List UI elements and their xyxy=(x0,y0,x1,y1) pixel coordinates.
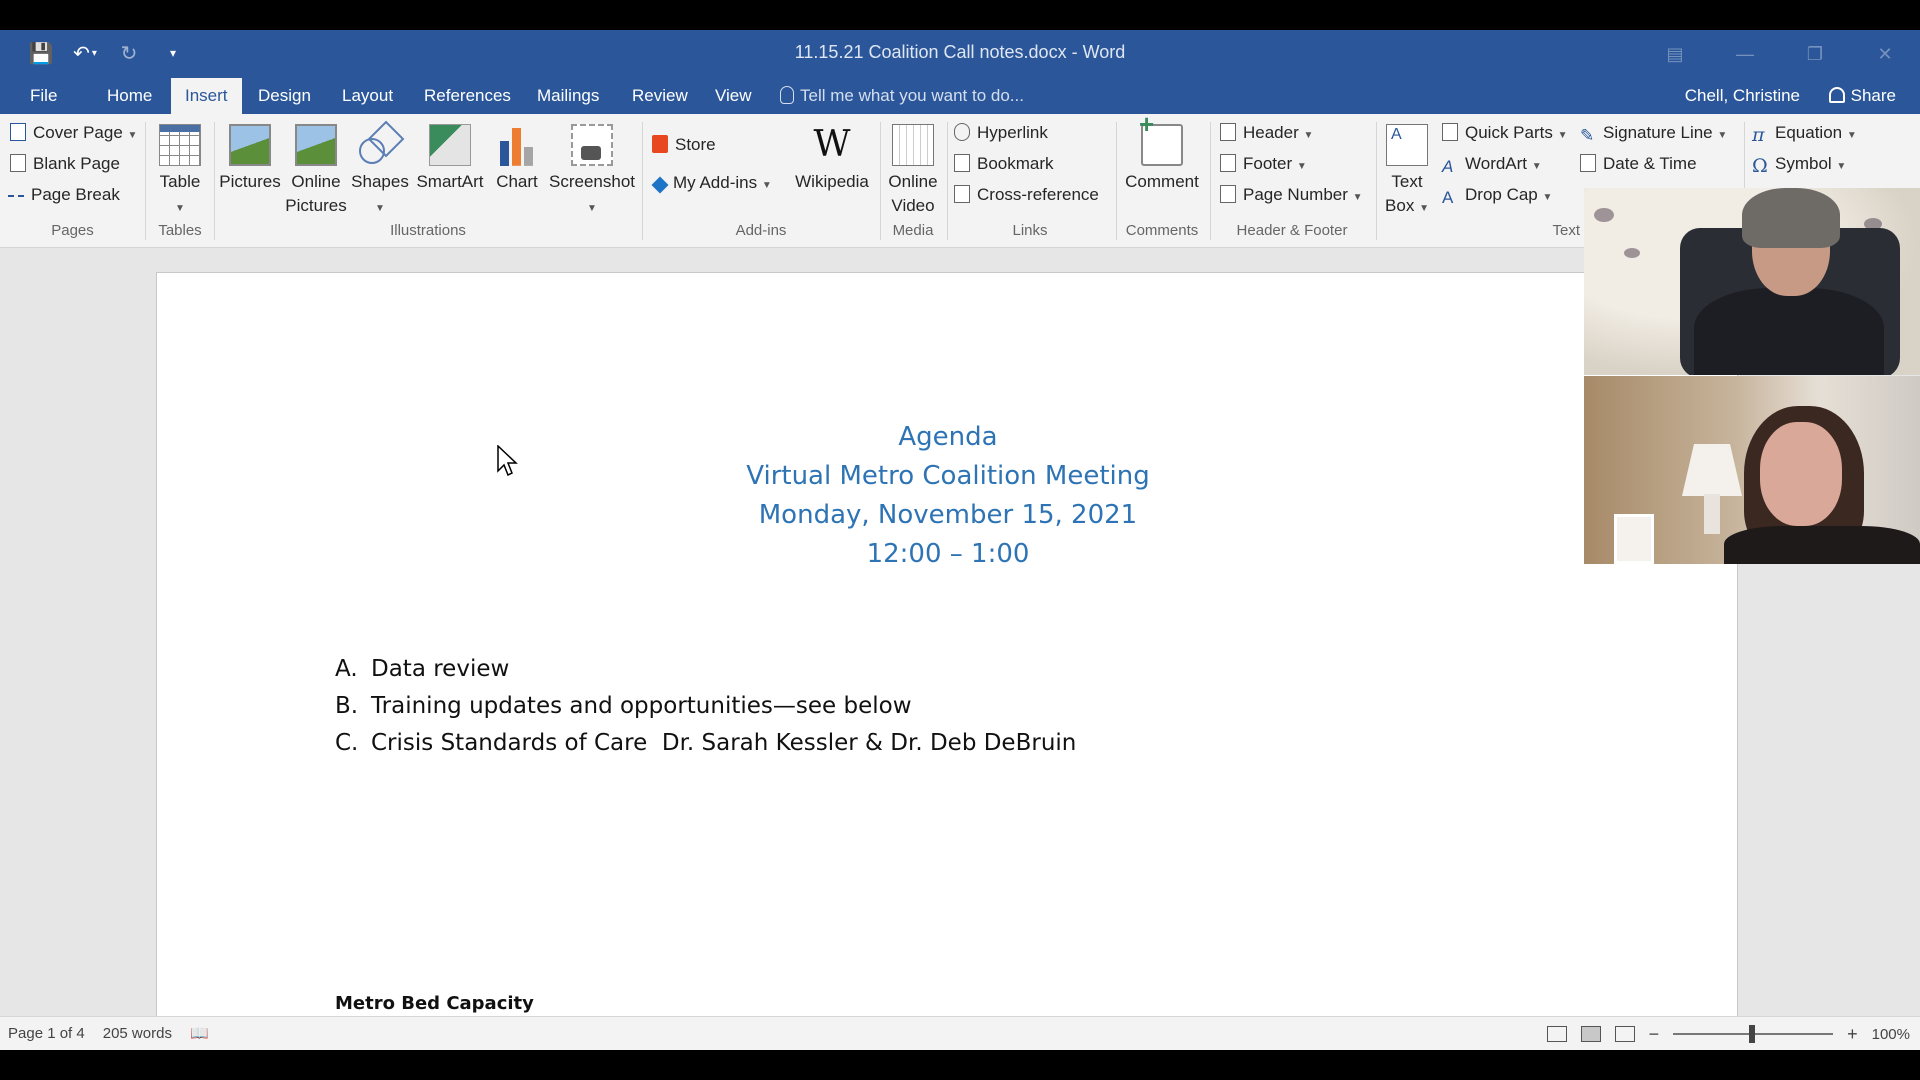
store-button[interactable] xyxy=(652,132,716,158)
video-participant-2[interactable] xyxy=(1584,376,1920,564)
chevron-down-icon: ▼ xyxy=(761,180,772,191)
screenshot-label: Screenshot xyxy=(549,172,635,191)
redo-icon[interactable]: ↻ xyxy=(120,42,138,65)
document-page[interactable] xyxy=(156,272,1738,1016)
tell-me-placeholder: Tell me what you want to do... xyxy=(800,86,1024,105)
tab-review[interactable]: Review xyxy=(632,86,688,105)
page-count[interactable]: Page 1 of 4 xyxy=(8,1025,85,1042)
comment-icon xyxy=(1141,124,1183,166)
lightbulb-icon xyxy=(780,86,794,104)
status-bar xyxy=(0,1016,1920,1050)
tab-layout[interactable]: Layout xyxy=(342,86,394,105)
participant-body xyxy=(1694,288,1884,375)
print-layout-icon[interactable] xyxy=(1581,1026,1601,1042)
list-marker: C. xyxy=(335,730,359,756)
blank-page-label: Blank Page xyxy=(33,154,120,173)
page-break-label: Page Break xyxy=(31,185,120,204)
footer-label: Footer xyxy=(1243,154,1293,173)
list-item xyxy=(335,725,1076,762)
cross-reference-icon xyxy=(954,185,970,203)
close-icon[interactable]: ✕ xyxy=(1877,43,1893,64)
chevron-down-icon: ▼ xyxy=(1717,130,1728,141)
text-box-label: Text Box xyxy=(1385,172,1423,215)
header-label: Header xyxy=(1243,123,1299,142)
zoom-slider[interactable] xyxy=(1673,1033,1833,1035)
screen-border xyxy=(0,1050,1920,1080)
agenda-title: Agenda xyxy=(898,422,998,452)
word-count[interactable]: 205 words xyxy=(102,1025,172,1042)
page-number-icon xyxy=(1220,185,1236,203)
participant-body xyxy=(1724,526,1920,564)
cover-page-button[interactable] xyxy=(10,120,137,146)
online-video-label: Online Video xyxy=(888,172,938,215)
zoom-level[interactable]: 100% xyxy=(1871,1025,1910,1043)
chart-label: Chart xyxy=(496,172,538,191)
symbol-label: Symbol xyxy=(1775,154,1832,173)
participant-hair xyxy=(1742,188,1840,248)
smartart-label: SmartArt xyxy=(416,172,484,191)
group-label-media: Media xyxy=(892,222,934,239)
wallpaper-pattern xyxy=(1594,208,1614,222)
chevron-down-icon: ▼ xyxy=(1352,192,1363,203)
photo-frame xyxy=(1614,514,1654,564)
group-separator xyxy=(642,122,643,240)
participant-face xyxy=(1760,422,1842,526)
equation-label: Equation xyxy=(1775,123,1843,142)
section-title: Metro Bed Capacity xyxy=(335,993,534,1014)
group-separator xyxy=(1376,122,1377,240)
status-right xyxy=(1547,1017,1910,1051)
undo-icon[interactable]: ↶ ▾ xyxy=(73,42,97,65)
bookmark-label: Bookmark xyxy=(977,154,1054,173)
agenda-heading xyxy=(157,418,1739,574)
group-label-illustrations: Illustrations xyxy=(390,222,466,239)
group-separator xyxy=(1210,122,1211,240)
bookmark-icon xyxy=(954,154,970,172)
shapes-icon xyxy=(359,124,401,166)
chevron-down-icon: ▼ xyxy=(1557,130,1568,141)
tab-references[interactable]: References xyxy=(424,86,511,105)
chevron-down-icon: ▼ xyxy=(587,203,597,214)
chevron-down-icon: ▼ xyxy=(175,203,185,214)
online-pictures-label: Online Pictures xyxy=(285,172,347,215)
page-number-label: Page Number xyxy=(1243,185,1348,204)
list-item xyxy=(335,688,1076,725)
date-time-label: Date & Time xyxy=(1603,154,1697,173)
lamp-base xyxy=(1704,494,1720,534)
list-item xyxy=(335,651,1076,688)
my-addins-button[interactable] xyxy=(652,170,772,196)
text-box-icon: A xyxy=(1386,124,1428,166)
my-addins-icon xyxy=(652,177,669,194)
wordart-label: WordArt xyxy=(1465,154,1528,173)
group-label-tables: Tables xyxy=(158,222,202,239)
wikipedia-icon: W xyxy=(813,124,851,165)
tab-view[interactable]: View xyxy=(715,86,752,105)
group-label-addins: Add-ins xyxy=(735,222,787,239)
bookmark-button[interactable] xyxy=(954,151,1054,177)
online-pictures-button[interactable] xyxy=(284,124,348,218)
cover-page-icon xyxy=(10,123,26,141)
online-video-button[interactable] xyxy=(884,124,942,218)
meeting-time: 12:00 – 1:00 xyxy=(866,539,1030,569)
cross-reference-label: Cross-reference xyxy=(977,185,1099,204)
save-icon[interactable]: 💾 xyxy=(28,42,54,65)
screenshot-icon xyxy=(571,124,613,166)
minimize-icon[interactable]: — xyxy=(1736,43,1754,64)
list-marker: B. xyxy=(335,693,359,719)
table-button[interactable] xyxy=(154,124,206,221)
ribbon-display-options-icon[interactable]: ▤ xyxy=(1666,43,1684,64)
tab-home[interactable]: Home xyxy=(107,86,153,105)
tab-insert[interactable]: Insert xyxy=(171,78,242,114)
page-break-button[interactable] xyxy=(8,182,120,208)
share-label: Share xyxy=(1850,86,1896,105)
table-label: Table xyxy=(159,172,201,191)
title-bar xyxy=(0,30,1920,78)
symbol-icon: Ω xyxy=(1752,155,1768,177)
quick-parts-button[interactable] xyxy=(1442,120,1568,146)
group-label-pages: Pages xyxy=(51,222,94,239)
lamp-shade xyxy=(1682,444,1742,496)
hyperlink-button[interactable] xyxy=(954,120,1048,146)
mouse-cursor-icon xyxy=(497,445,519,477)
shapes-label: Shapes xyxy=(351,172,409,191)
symbol-button[interactable] xyxy=(1752,151,1846,177)
tab-design[interactable]: Design xyxy=(258,86,311,105)
tab-mailings[interactable]: Mailings xyxy=(537,86,600,105)
chevron-down-icon: ▼ xyxy=(1303,130,1314,141)
page-break-icon xyxy=(8,195,24,203)
pictures-label: Pictures xyxy=(219,172,281,191)
comment-label: Comment xyxy=(1125,172,1199,191)
quick-parts-label: Quick Parts xyxy=(1465,123,1553,142)
chevron-down-icon: ▼ xyxy=(1846,130,1857,141)
meeting-date: Monday, November 15, 2021 xyxy=(758,500,1138,530)
pictures-icon xyxy=(229,124,271,166)
cover-page-label: Cover Page xyxy=(33,123,123,142)
store-label: Store xyxy=(675,135,716,154)
chevron-down-icon: ▼ xyxy=(1836,161,1847,172)
restore-icon[interactable]: ❐ xyxy=(1806,43,1824,64)
chart-button[interactable] xyxy=(490,124,544,194)
customize-qat-icon[interactable]: ▾ xyxy=(169,46,177,60)
header-icon xyxy=(1220,123,1236,141)
smartart-button[interactable] xyxy=(412,124,488,194)
header-button[interactable] xyxy=(1220,120,1313,146)
screenshot-button[interactable] xyxy=(546,124,638,221)
chevron-down-icon: ▼ xyxy=(127,130,138,141)
drop-cap-icon: A xyxy=(1442,188,1454,207)
table-icon xyxy=(159,124,201,166)
store-icon xyxy=(652,135,668,153)
smartart-icon xyxy=(429,124,471,166)
signature-line-button[interactable] xyxy=(1580,120,1727,146)
ribbon-tabs xyxy=(0,78,1920,114)
footer-icon xyxy=(1220,154,1236,172)
cross-reference-button[interactable] xyxy=(954,182,1099,208)
wallpaper-pattern xyxy=(1624,248,1640,258)
list-item-text: Training updates and opportunities—see below xyxy=(371,693,912,719)
window-controls xyxy=(1640,30,1920,78)
blank-page-button[interactable] xyxy=(10,151,120,177)
signature-line-icon: ✎ xyxy=(1580,126,1595,145)
footer-button[interactable] xyxy=(1220,151,1307,177)
group-separator xyxy=(214,122,215,240)
chevron-down-icon: ▼ xyxy=(1542,192,1553,203)
blank-page-icon xyxy=(10,154,26,172)
list-item-text: Data review xyxy=(371,656,510,682)
group-label-links: Links xyxy=(1012,222,1048,239)
status-left xyxy=(8,1017,209,1051)
group-separator xyxy=(947,122,948,240)
zoom-out-icon[interactable]: − xyxy=(1648,1023,1660,1044)
document-title: 11.15.21 Coalition Call notes.docx - Word xyxy=(794,42,1126,62)
my-addins-label: My Add-ins xyxy=(673,173,758,192)
chevron-down-icon: ▼ xyxy=(1531,161,1542,172)
meeting-name: Virtual Metro Coalition Meeting xyxy=(746,461,1150,491)
comment-button[interactable] xyxy=(1120,124,1204,194)
date-time-button[interactable] xyxy=(1580,151,1697,177)
tell-me-search[interactable] xyxy=(780,78,1024,114)
wordart-icon: A xyxy=(1442,157,1454,176)
chevron-down-icon: ▼ xyxy=(1419,203,1429,214)
chart-icon xyxy=(496,124,538,166)
video-participant-1[interactable] xyxy=(1584,188,1920,375)
wikipedia-label: Wikipedia xyxy=(795,172,869,191)
drop-cap-label: Drop Cap xyxy=(1465,185,1538,204)
list-marker: A. xyxy=(335,656,358,682)
calendar-icon xyxy=(1580,154,1596,172)
hyperlink-label: Hyperlink xyxy=(977,123,1048,142)
group-label-text: Text xyxy=(1552,222,1580,239)
chevron-down-icon: ▼ xyxy=(1296,161,1307,172)
wordart-button[interactable] xyxy=(1442,151,1542,177)
user-name[interactable]: Chell, Christine xyxy=(1684,86,1800,105)
agenda-list xyxy=(335,651,1076,762)
signature-line-label: Signature Line xyxy=(1603,123,1713,142)
online-video-icon xyxy=(892,124,934,166)
list-item-text: Crisis Standards of Care Dr. Sarah Kessler & Dr. Deb DeBruin xyxy=(371,730,1077,756)
text-box-button[interactable] xyxy=(1380,124,1434,221)
group-separator xyxy=(880,122,881,240)
equation-icon: π xyxy=(1752,124,1765,146)
proofing-icon[interactable]: 📖 xyxy=(189,1025,209,1042)
online-pictures-icon xyxy=(295,124,337,166)
drop-cap-button[interactable] xyxy=(1442,182,1552,208)
zoom-slider-thumb[interactable] xyxy=(1749,1025,1755,1043)
read-mode-icon[interactable] xyxy=(1547,1026,1567,1042)
page-number-button[interactable] xyxy=(1220,182,1363,208)
pictures-button[interactable] xyxy=(218,124,282,194)
tab-file[interactable]: File xyxy=(30,86,58,105)
wikipedia-button[interactable] xyxy=(790,124,874,194)
zoom-in-icon[interactable]: + xyxy=(1847,1023,1858,1044)
quick-parts-icon xyxy=(1442,123,1458,141)
chevron-down-icon: ▼ xyxy=(375,203,385,214)
group-label-comments: Comments xyxy=(1125,222,1199,239)
web-layout-icon[interactable] xyxy=(1615,1026,1635,1042)
hyperlink-icon xyxy=(954,123,970,141)
group-separator xyxy=(145,122,146,240)
shapes-button[interactable] xyxy=(350,124,410,221)
person-icon xyxy=(1829,87,1845,103)
share-button[interactable] xyxy=(1821,80,1904,112)
equation-button[interactable] xyxy=(1752,120,1857,146)
group-label-header-footer: Header & Footer xyxy=(1236,222,1348,239)
